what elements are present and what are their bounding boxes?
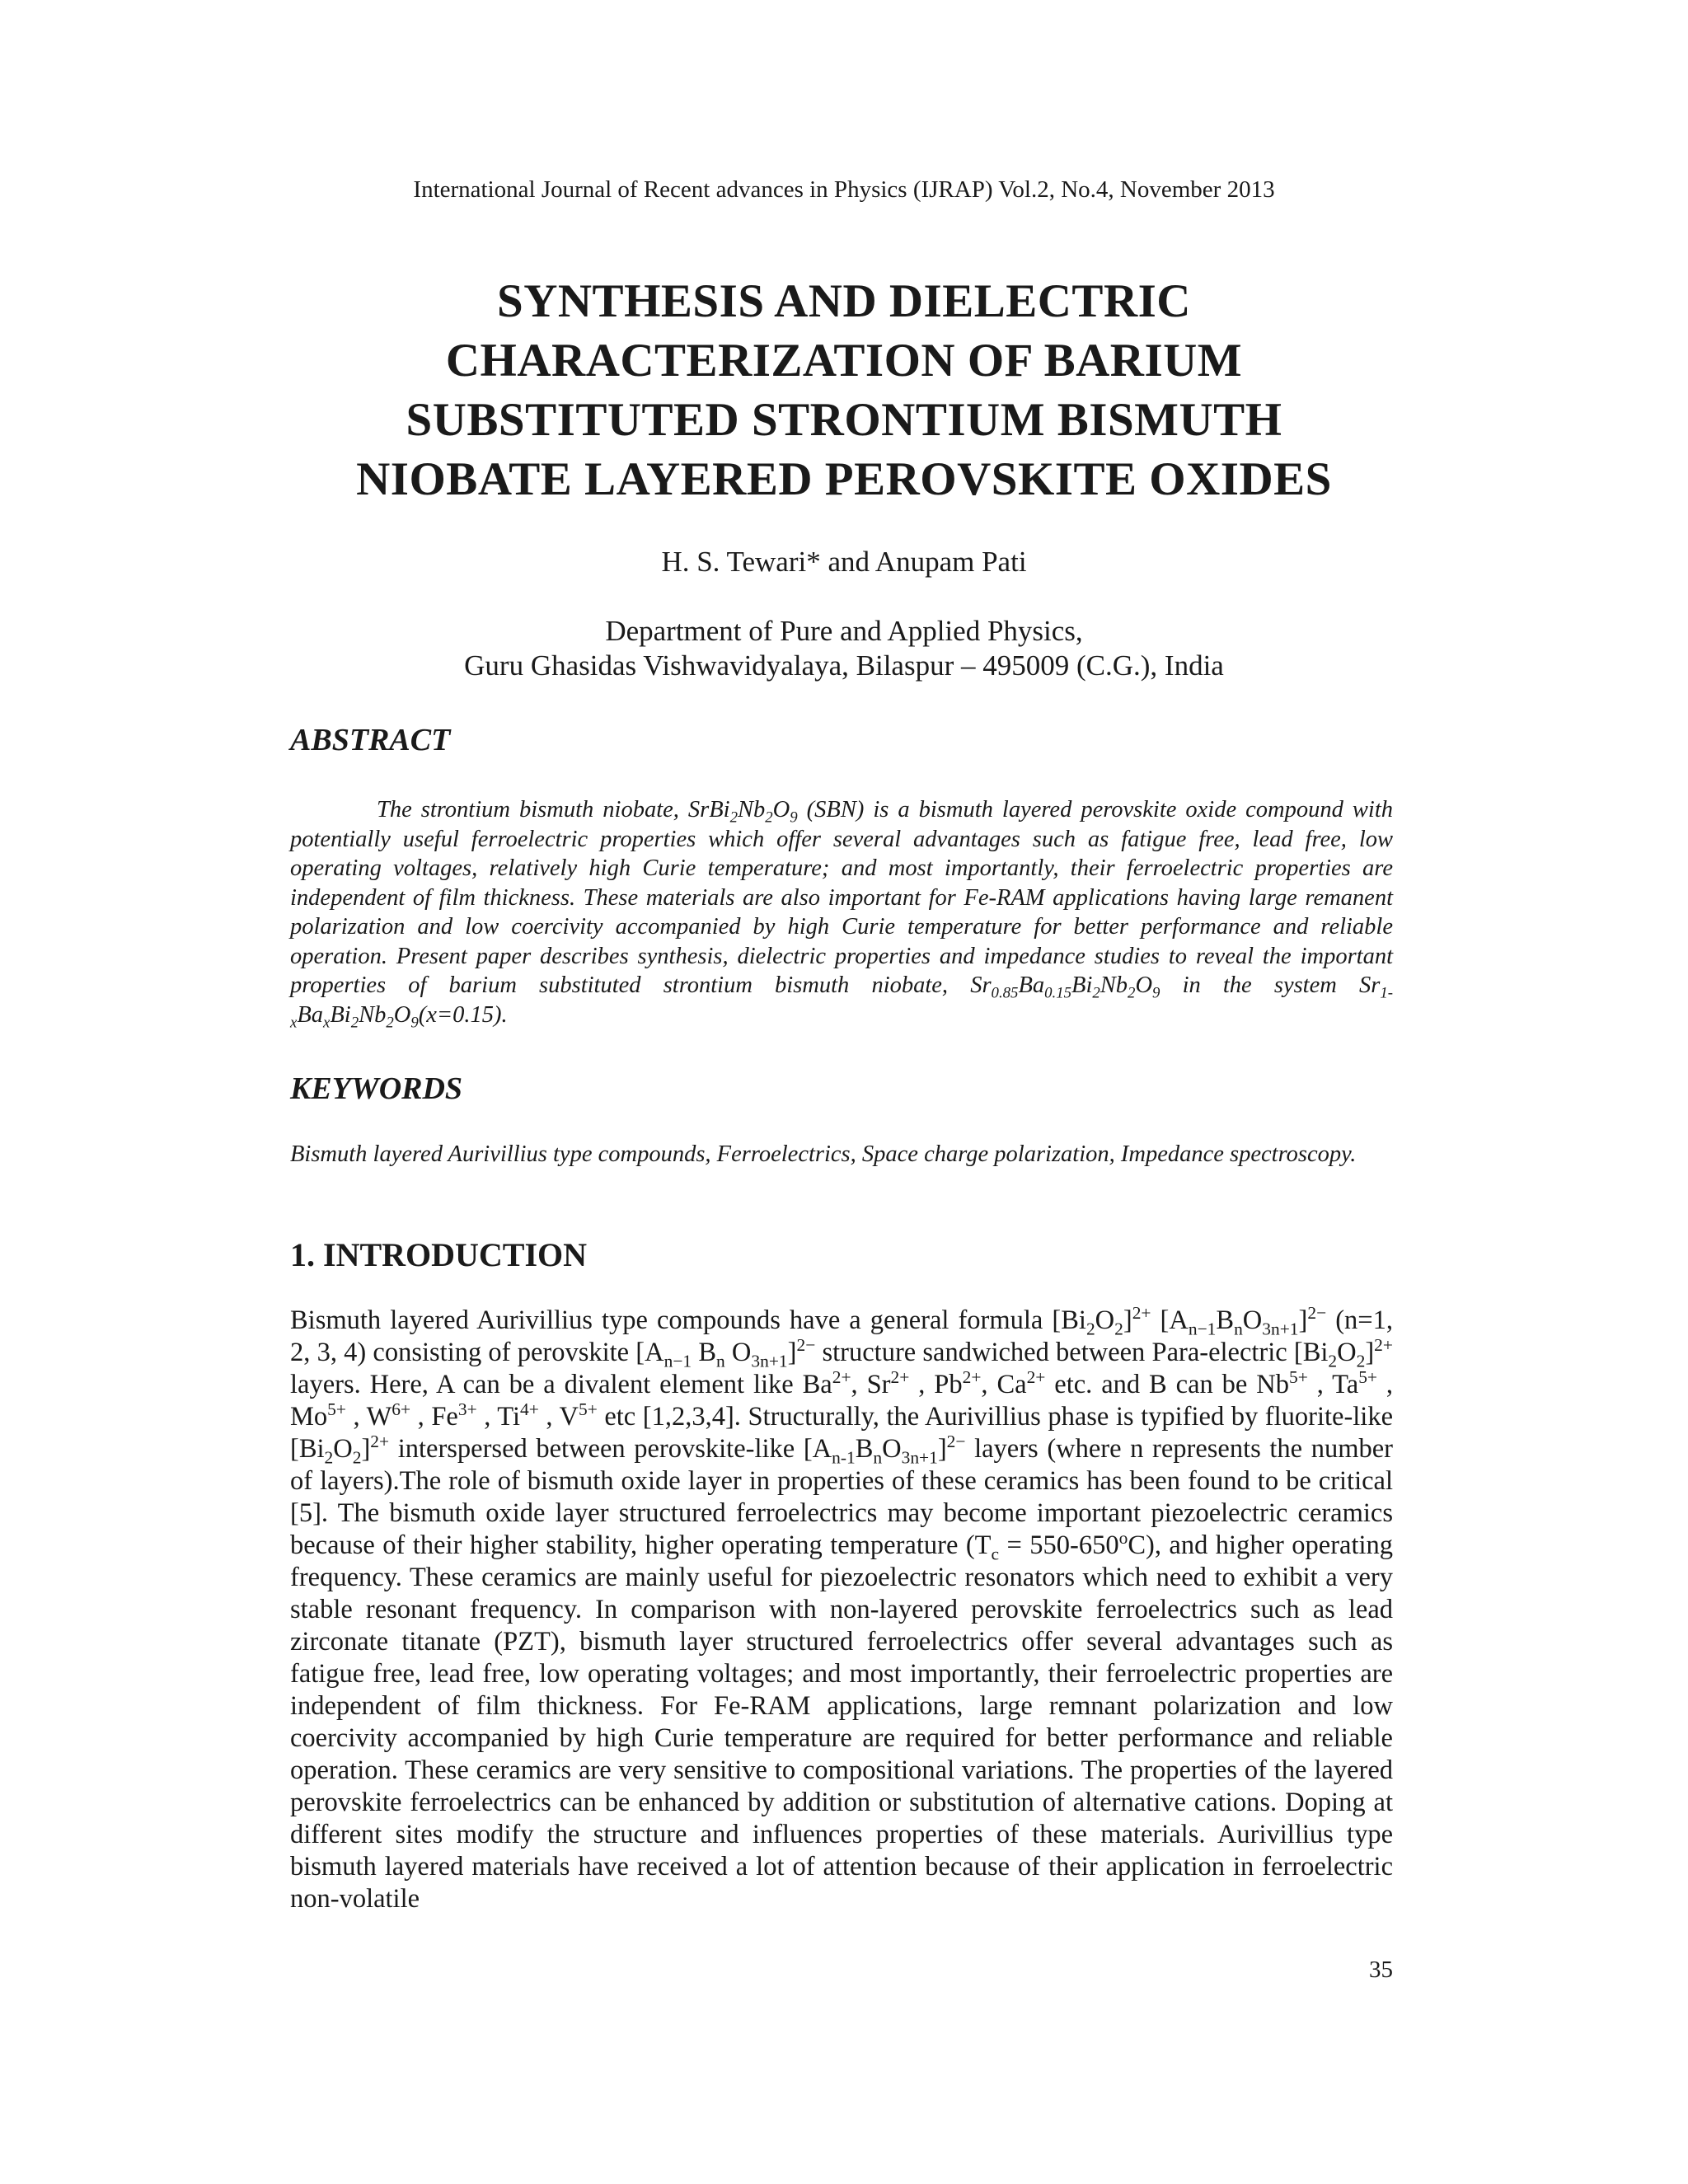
subscript: 9	[1152, 984, 1160, 1002]
title-line: CHARACTERIZATION OF BARIUM	[445, 335, 1243, 387]
affiliation	[0, 614, 1688, 683]
subscript: n-1	[832, 1447, 856, 1468]
subscript: 2	[1092, 984, 1100, 1002]
subscript: n−1	[1188, 1319, 1217, 1339]
text-run: , V	[538, 1402, 579, 1432]
text-run: structure sandwiched between Para-electric [Bi	[815, 1338, 1329, 1367]
subscript: 2	[386, 1014, 394, 1032]
text-run: ]	[1298, 1305, 1308, 1335]
subscript: n	[1234, 1319, 1243, 1339]
section-heading-introduction: 1. INTRODUCTION	[290, 1236, 588, 1273]
text-run: O	[1095, 1305, 1115, 1335]
text-run: etc [1,2,3,4]. Structurally, the Aurivillius phase is typified by fluorite-like [Bi	[290, 1402, 1394, 1464]
text-run: [A	[1151, 1305, 1189, 1335]
running-head: International Journal of Recent advances in Physics (IJRAP) Vol.2, No.4, November 2013	[413, 176, 1275, 203]
text-run: Nb	[1100, 972, 1128, 998]
introduction-paragraph	[290, 1305, 1393, 1915]
keywords-text	[290, 1140, 1393, 1169]
subscript: 2	[324, 1447, 334, 1468]
superscript: 5+	[327, 1399, 346, 1420]
text-run: O	[1242, 1305, 1263, 1335]
introduction-text	[290, 1305, 1393, 1915]
page-number: 35	[1369, 1957, 1393, 1983]
text-run: (x=0.15).	[418, 1001, 508, 1028]
abstract-heading: ABSTRACT	[290, 723, 451, 757]
text-run: ]	[361, 1434, 371, 1464]
affiliation-line: Guru Ghasidas Vishwavidyalaya, Bilaspur – 495009 (C.G.), India	[464, 649, 1224, 682]
text-run: C), and higher operating frequency. These ceramics are mainly useful for piezoelectric resonators which need to exhibit a very stable resonant frequency. In comparison with non-layered perovskite ferroelectrics such as lead zirconate titanate (PZT), bismuth layer structured ferroelectrics offer several advantages such as fatigue free, lead free, low operating voltages; and most importantly, their ferroelectric properties are independent of film thickness. For Fe-RAM applications, large remnant polarization and low coercivity accompanied by high Curie temperature are required for better performance and reliable operation. These ceramics are very sensitive to compositional variations. The properties of the layered perovskite ferroelectrics can be enhanced by addition or substitution of alternative cations. Doping at different sites modify the structure and influences properties of these materials. Aurivillius type bismuth layered materials have received a lot of attention because of their application in ferroelectric non-volatile	[290, 1530, 1394, 1914]
text-run: layers. Here, A can be a divalent element like Ba	[290, 1370, 832, 1399]
superscript: 2−	[946, 1432, 966, 1452]
text-run: O	[333, 1434, 353, 1464]
subscript: 2	[352, 1447, 362, 1468]
text-run: Ba	[297, 1001, 324, 1028]
subscript: 1-x	[290, 984, 1393, 1032]
subscript: 0.15	[1044, 984, 1072, 1002]
subscript: 0.85	[991, 984, 1019, 1002]
superscript: 5+	[578, 1399, 598, 1420]
subscript: 2	[729, 808, 738, 827]
text-run: , Sr	[851, 1370, 891, 1399]
keywords-heading: KEYWORDS	[290, 1071, 463, 1106]
text-run: O	[772, 797, 790, 823]
text-run: The strontium bismuth niobate, SrBi	[377, 797, 730, 823]
keywords-paragraph: Bismuth layered Aurivillius type compounds, Ferroelectrics, Space charge polarization, Impedance spectroscopy.	[290, 1141, 1357, 1167]
text-run: O	[1337, 1338, 1357, 1367]
superscript: 2+	[1026, 1367, 1046, 1388]
authors: H. S. Tewari* and Anupam Pati	[661, 546, 1027, 578]
subscript: 2	[350, 1014, 359, 1032]
superscript: 2+	[832, 1367, 851, 1388]
text-run: Nb	[737, 797, 766, 823]
superscript: 2+	[370, 1432, 390, 1452]
text-run: B	[1216, 1305, 1235, 1335]
text-run: , Ti	[476, 1402, 521, 1432]
text-run: ]	[787, 1338, 797, 1367]
subscript: 2	[1085, 1319, 1095, 1339]
text-run: ]	[937, 1434, 947, 1464]
text-run: Nb	[359, 1001, 387, 1028]
text-run: in the system Sr	[1160, 972, 1381, 998]
text-run: Bismuth layered Aurivillius type compounds have a general formula [Bi	[290, 1305, 1086, 1335]
subscript: 2	[1328, 1351, 1338, 1371]
text-run: O	[724, 1338, 752, 1367]
text-run: B	[692, 1338, 717, 1367]
superscript: 2+	[890, 1367, 910, 1388]
superscript: o	[1118, 1528, 1128, 1549]
title-line: NIOBATE LAYERED PEROVSKITE OXIDES	[356, 453, 1332, 505]
title-line: SUBSTITUTED STRONTIUM BISMUTH	[406, 394, 1282, 446]
abstract-text	[290, 795, 1393, 1032]
subscript: n−1	[663, 1351, 692, 1371]
subscript: n	[716, 1351, 725, 1371]
text-run: B	[855, 1434, 874, 1464]
subscript: x	[323, 1014, 331, 1032]
affiliation-line: Department of Pure and Applied Physics,	[605, 615, 1083, 647]
text-run: , Fe	[410, 1402, 458, 1432]
text-run: , Mo	[290, 1370, 1394, 1432]
text-run: etc. and B can be Nb	[1045, 1370, 1289, 1399]
superscript: 2+	[1374, 1335, 1393, 1356]
subscript: 2	[765, 808, 773, 827]
text-run: O	[1135, 972, 1153, 998]
text-run: , Pb	[909, 1370, 963, 1399]
text-run: (n=1, 2, 3, 4) consisting of perovskite [A	[290, 1305, 1394, 1367]
text-run: O	[393, 1001, 411, 1028]
superscript: 2+	[1132, 1303, 1151, 1324]
text-run: interspersed between perovskite-like [A	[389, 1434, 832, 1464]
abstract-paragraph	[290, 795, 1393, 1032]
subscript: c	[991, 1544, 1000, 1564]
subscript: 3n+1	[901, 1447, 938, 1468]
text-run: O	[882, 1434, 902, 1464]
text-run: ]	[1123, 1305, 1132, 1335]
superscript: 5+	[1288, 1367, 1308, 1388]
text-run: layers (where n represents the number of layers).The role of bismuth oxide layer in properties of these ceramics has been found to be critical [5]. The bismuth oxide layer structured ferroelectrics may become important piezoelectric ceramics because of their higher stability, higher operating temperature (T	[290, 1434, 1394, 1560]
text-run: = 550-650	[999, 1530, 1119, 1560]
subscript: 2	[1356, 1351, 1366, 1371]
subscript: n	[873, 1447, 883, 1468]
subscript: 9	[790, 808, 798, 827]
paper-title	[247, 272, 1441, 509]
superscript: 2−	[796, 1335, 816, 1356]
subscript: 3n+1	[751, 1351, 788, 1371]
text-run: Ba	[1018, 972, 1045, 998]
subscript: 2	[1128, 984, 1136, 1002]
text-run: , Ta	[1307, 1370, 1359, 1399]
title-line: SYNTHESIS AND DIELECTRIC	[497, 275, 1191, 327]
subscript: 2	[1114, 1319, 1123, 1339]
text-run: ]	[1365, 1338, 1375, 1367]
superscript: 5+	[1358, 1367, 1377, 1388]
text-run: , W	[345, 1402, 392, 1432]
text-run: , Ca	[981, 1370, 1027, 1399]
text-run: (SBN) is a bismuth layered perovskite oxide compound with potentially useful ferroelectric properties which offer several advantages such as fatigue free, lead free, low operating voltages, relatively high Curie temperature; and most importantly, their ferroelectric properties are independent of film thickness. These materials are also important for Fe-RAM applications having large remanent polarization and low coercivity accompanied by high Curie temperature for better performance and reliable operation. Present paper describes synthesis, dielectric properties and impedance studies to reveal the important properties of barium substituted strontium bismuth niobate, Sr	[290, 797, 1393, 998]
superscript: 6+	[392, 1399, 411, 1420]
superscript: 2+	[962, 1367, 982, 1388]
subscript: 3n+1	[1262, 1319, 1299, 1339]
text-run: Bi	[1071, 972, 1093, 998]
superscript: 3+	[457, 1399, 477, 1420]
superscript: 4+	[520, 1399, 539, 1420]
subscript: 9	[410, 1014, 419, 1032]
text-run: Bi	[330, 1001, 351, 1028]
superscript: 2−	[1307, 1303, 1327, 1324]
